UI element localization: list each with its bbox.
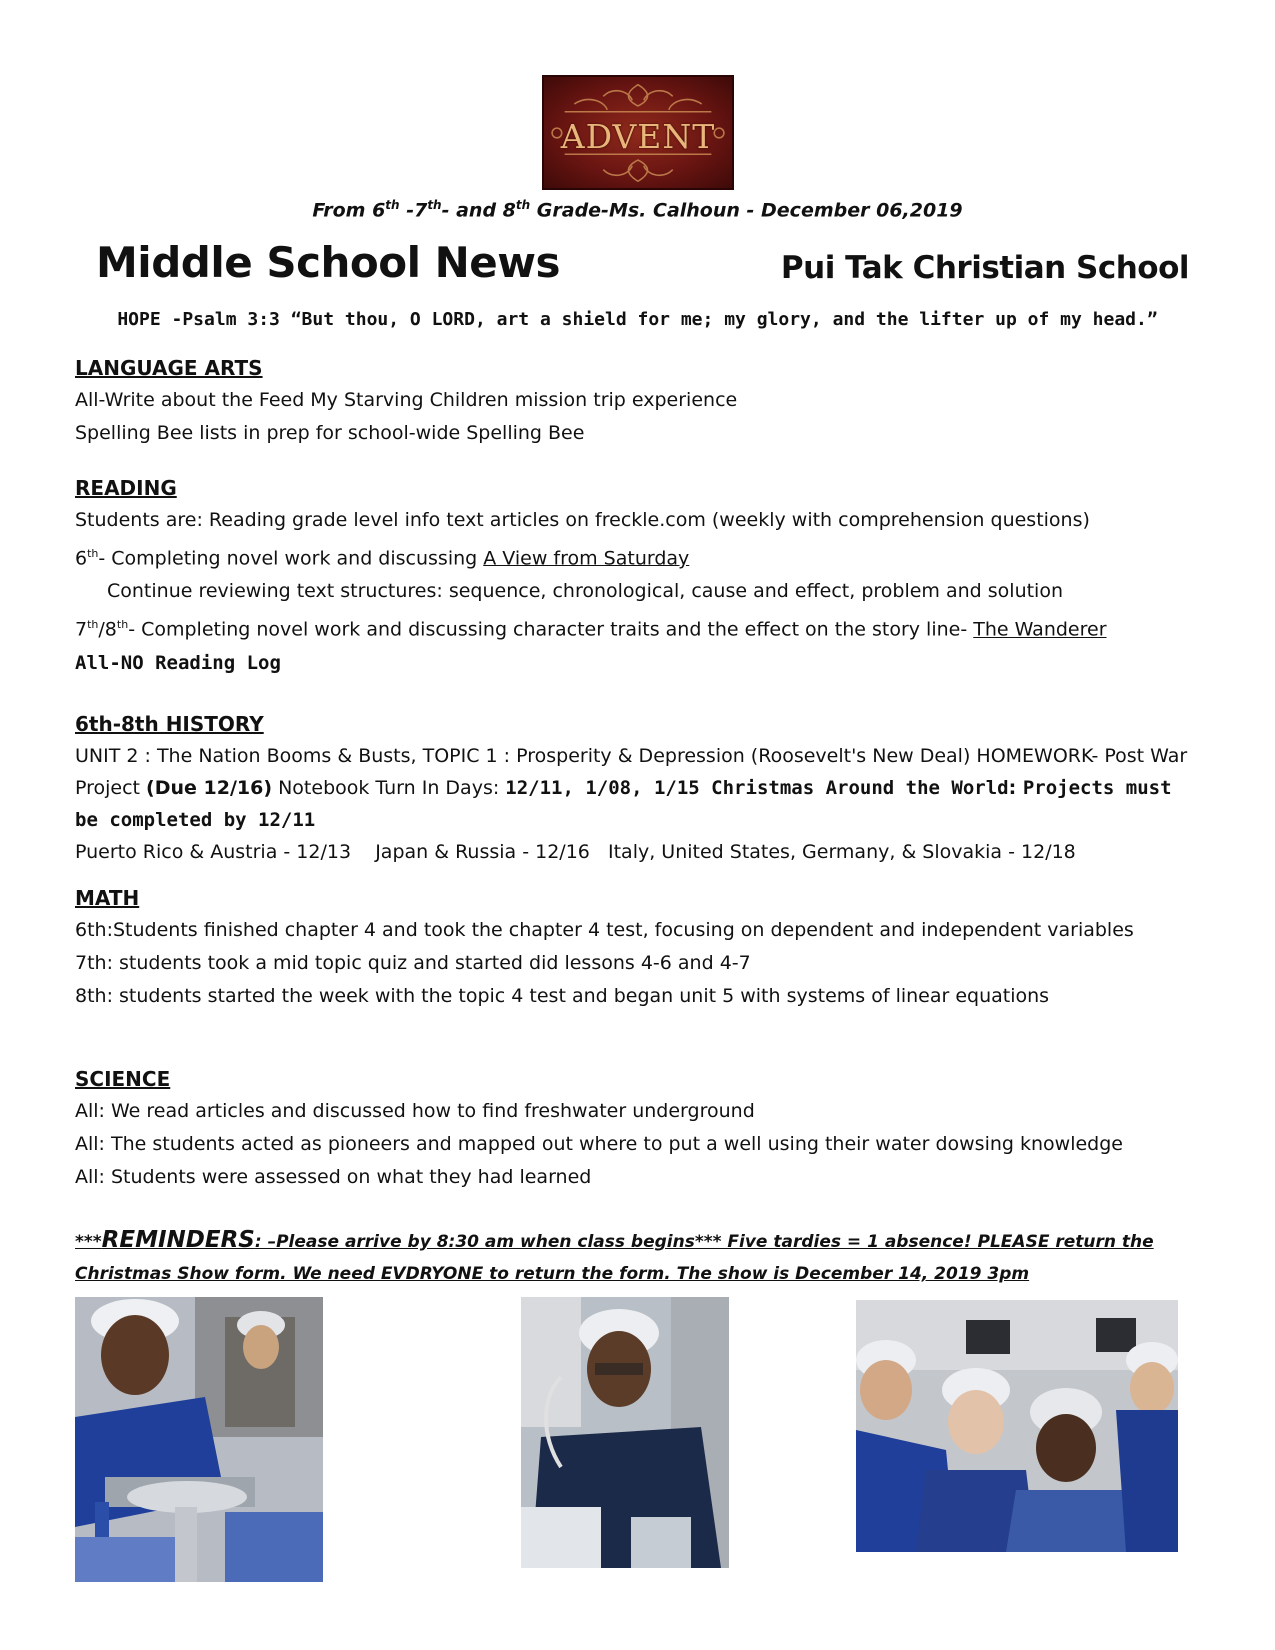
item-text: - Completing novel work and discussing character traits and the effect on the story line-: [128, 618, 974, 641]
section-heading: LANGUAGE ARTS: [75, 356, 263, 380]
sup: th: [515, 198, 531, 212]
student-photo-icon: [521, 1297, 729, 1568]
book-title: A View from Saturday: [483, 547, 690, 570]
from-mid: - and 8: [441, 199, 516, 222]
reminder-label: REMINDERS: [101, 1227, 255, 1253]
list-item: All-NO Reading Log: [75, 651, 281, 674]
school-name: Pui Tak Christian School: [780, 250, 1189, 286]
verse-line: HOPE -Psalm 3:3 “But thou, O LORD, art a shield for me; my glory, and the lifter up of my head.”: [117, 309, 1158, 330]
student-photo-icon: [75, 1297, 323, 1582]
list-item: All: We read articles and discussed how to find freshwater underground: [75, 1100, 755, 1122]
section-heading: SCIENCE: [75, 1067, 171, 1091]
history-section: [75, 708, 1205, 869]
grade: /8: [98, 618, 117, 641]
list-item: [75, 537, 1205, 575]
project-deadline: Projects must be completed by 12/11: [75, 777, 1172, 831]
list-item: All-Write about the Feed My Starving Children mission trip experience: [75, 389, 738, 411]
group-photo-icon: [856, 1300, 1178, 1552]
photo-student-hairnet: [521, 1297, 729, 1568]
list-item: 7th: students took a mid topic quiz and started did lessons 4-6 and 4-7: [75, 952, 751, 974]
list-item: Students are: Reading grade level info text articles on freckle.com (weekly with comprehension questions): [75, 509, 1090, 531]
section-heading: READING: [75, 476, 177, 500]
photo-group-hairnets: [856, 1300, 1178, 1552]
turn-in-dates: 12/11, 1/08, 1/15 Christmas Around the World: [505, 777, 1009, 799]
list-item: [75, 608, 1205, 646]
list-item: All: The students acted as pioneers and mapped out where to put a well using their water dowsing knowledge: [75, 1133, 1123, 1155]
list-item: Spelling Bee lists in prep for school-wide Spelling Bee: [75, 422, 585, 444]
list-item: 8th: students started the week with the topic 4 test and began unit 5 with systems of linear equations: [75, 985, 1050, 1007]
from-line: [0, 198, 1275, 221]
from-suffix: Grade-Ms. Calhoun - December 06,2019: [530, 199, 963, 222]
list-item: 6th:Students finished chapter 4 and took the chapter 4 test, focusing on dependent and independent variables: [75, 919, 1134, 941]
list-item: Puerto Rico & Austria - 12/13 Japan & Russia - 12/16 Italy, United States, Germany, & Slovakia - 12/18: [75, 841, 1076, 863]
list-item: Continue reviewing text structures: sequence, chronological, cause and effect, problem and solution: [107, 580, 1064, 603]
from-mid: -7: [399, 199, 428, 222]
from-prefix: From 6: [312, 199, 386, 222]
grade: 7: [75, 618, 88, 641]
list-item: All: Students were assessed on what they had learned: [75, 1166, 592, 1188]
reminder-text: : –Please arrive by 8:30 am when class begins*** Five tardies = 1 absence! PLEASE return the Christmas Show form. We need EVDRYONE to return the form. The show is December 14, 2019 3pm: [75, 1232, 1154, 1284]
advent-logo-text: ADVENT: [560, 117, 716, 156]
photo-student-smiling: [75, 1297, 323, 1582]
sup: th: [87, 547, 99, 560]
advent-logo: [542, 75, 734, 190]
reminder-stars: ***: [75, 1232, 102, 1252]
sup: th: [87, 618, 99, 632]
sup: th: [385, 198, 400, 212]
history-paragraph: [75, 740, 1205, 836]
page-title: Middle School News: [96, 238, 561, 287]
section-heading: 6th-8th HISTORY: [75, 712, 264, 736]
math-section: [75, 882, 1205, 1013]
science-section: [75, 1063, 1205, 1194]
language-arts-section: [75, 352, 1205, 450]
item-text: UNIT 2 : The Nation Booms & Busts, TOPIC 1 : Prosperity & Depression (Roosevelt's New Deal) HOMEWORK- Post War Project: [75, 745, 1188, 799]
section-heading: MATH: [75, 886, 140, 910]
item-text: Notebook Turn In Days:: [272, 777, 506, 799]
reading-section: [75, 472, 1205, 680]
book-title: The Wanderer: [973, 618, 1107, 641]
grade: 6: [75, 547, 88, 570]
reminders-notice: [75, 1224, 1185, 1290]
due-date: (Due 12/16): [146, 777, 273, 799]
item-text: - Completing novel work and discussing: [98, 547, 484, 570]
sup: th: [427, 198, 442, 212]
item-text: :: [1008, 777, 1023, 799]
sup: th: [116, 618, 129, 632]
